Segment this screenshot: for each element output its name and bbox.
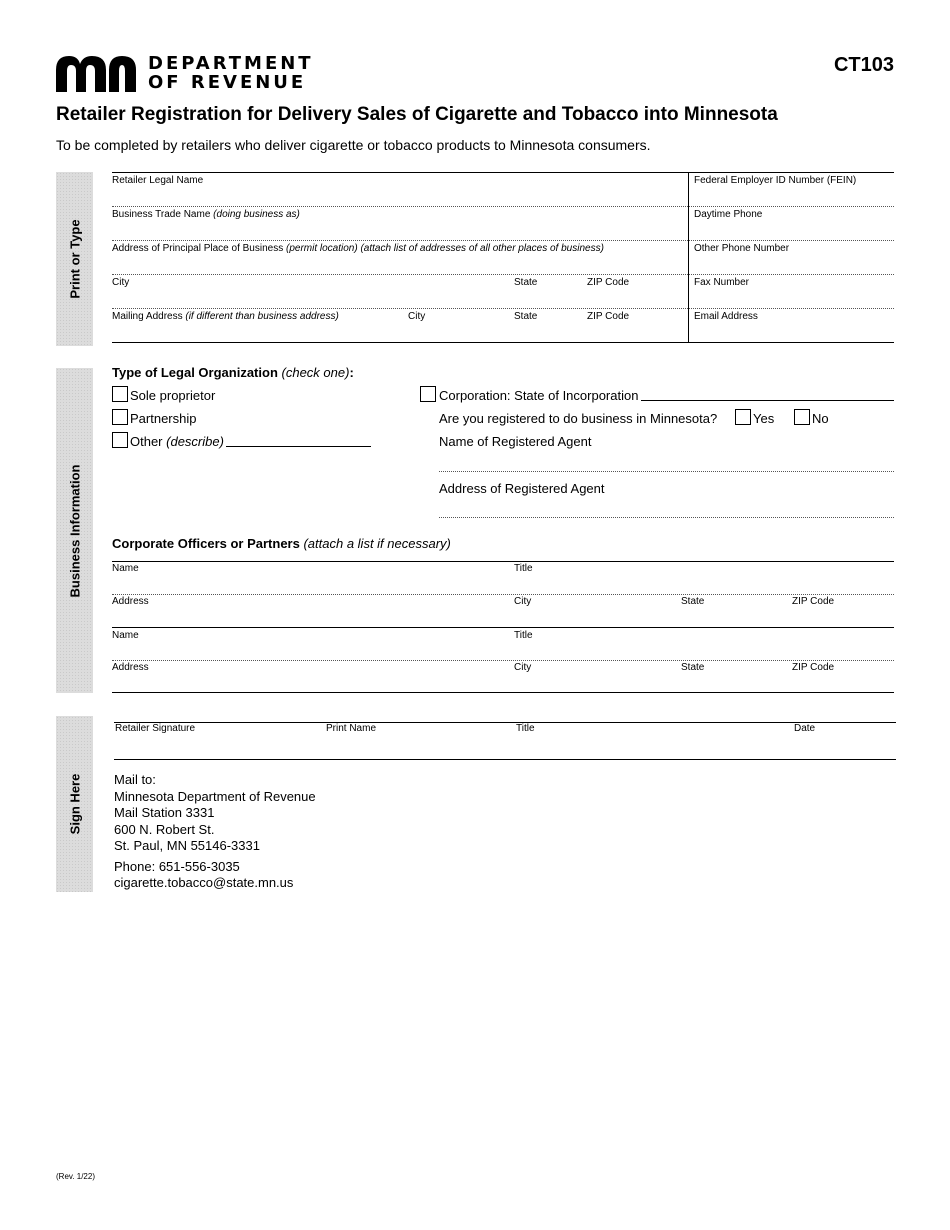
fax-field[interactable] bbox=[694, 277, 749, 288]
label: State bbox=[514, 277, 538, 288]
mail-line-2: Mail Station 3331 bbox=[114, 805, 215, 820]
heading-note: (check one) bbox=[281, 365, 350, 380]
label: ZIP Code bbox=[587, 311, 630, 322]
label: State bbox=[681, 596, 705, 607]
label: City bbox=[514, 596, 532, 607]
page-subtitle: To be completed by retailers who deliver cigarette or tobacco products to Minnesota consumers. bbox=[56, 137, 651, 153]
registered-agent-address-label: Address of Registered Agent bbox=[439, 481, 605, 496]
label-note: (doing business as) bbox=[213, 209, 300, 220]
label: Date bbox=[794, 723, 816, 734]
officer-2-title-field[interactable] bbox=[514, 630, 533, 641]
revision-date: (Rev. 1/22) bbox=[56, 1172, 95, 1181]
mn-logo-icon bbox=[56, 56, 136, 97]
label: Federal Employer ID Number (FEIN) bbox=[694, 175, 857, 186]
officer-1-city-field[interactable] bbox=[514, 596, 531, 607]
label: Title bbox=[514, 563, 533, 574]
corporation-label: Corporation: State of Incorporation bbox=[439, 388, 639, 403]
label-note: (describe) bbox=[166, 434, 224, 449]
corporation-checkbox[interactable] bbox=[420, 386, 436, 402]
sidebar-label: Sign Here bbox=[67, 773, 82, 835]
label: City bbox=[408, 311, 426, 322]
form-number: CT103 bbox=[833, 54, 894, 76]
registered-no-checkbox[interactable] bbox=[794, 409, 810, 425]
row-divider bbox=[112, 627, 894, 628]
mail-phone: Phone: 651-556-3035 bbox=[114, 858, 240, 874]
label: Print Name bbox=[326, 723, 377, 734]
label: Name bbox=[112, 563, 139, 574]
sole-proprietor-label: Sole proprietor bbox=[130, 388, 216, 403]
label: City bbox=[112, 277, 130, 288]
heading-text: Corporate Officers or Partners bbox=[112, 536, 300, 551]
logo-line-1: DEPARTMENT bbox=[148, 53, 314, 74]
officer-2-name-field[interactable] bbox=[112, 630, 139, 641]
label: Retailer Signature bbox=[115, 723, 196, 734]
officers-bottom-line bbox=[112, 692, 894, 693]
label: Other Phone Number bbox=[694, 243, 790, 254]
officer-1-state-field[interactable] bbox=[681, 596, 704, 607]
daytime-phone-field[interactable] bbox=[694, 209, 762, 220]
officers-heading bbox=[112, 536, 451, 551]
other-checkbox[interactable] bbox=[112, 432, 128, 448]
sidebar-sign-here bbox=[56, 716, 93, 892]
state-of-incorporation-input[interactable] bbox=[641, 400, 894, 401]
signature-bottom-line bbox=[114, 759, 896, 760]
other-label bbox=[130, 434, 224, 449]
registered-agent-address-input[interactable] bbox=[439, 517, 894, 518]
row-divider bbox=[112, 660, 894, 661]
sidebar-label: Print or Type bbox=[67, 219, 82, 299]
retailer-signature-field[interactable] bbox=[115, 723, 195, 734]
heading-text: Type of Legal Organization bbox=[112, 365, 278, 380]
signature-top-line bbox=[114, 722, 896, 723]
label: Email Address bbox=[694, 311, 758, 322]
logo-line-2: OF REVENUE bbox=[148, 72, 307, 93]
row-divider bbox=[112, 206, 894, 207]
mailing-address-field[interactable] bbox=[112, 311, 339, 322]
page-title: Retailer Registration for Delivery Sales of Cigarette and Tobacco into Minnesota bbox=[56, 104, 778, 125]
section-bottom-line bbox=[112, 342, 894, 343]
label: Retailer Legal Name bbox=[112, 175, 204, 186]
label: ZIP Code bbox=[792, 662, 835, 673]
row-divider bbox=[112, 240, 894, 241]
sidebar-label: Business Information bbox=[67, 464, 82, 597]
label: Daytime Phone bbox=[694, 209, 763, 220]
signature-date-field[interactable] bbox=[794, 723, 815, 734]
officer-1-title-field[interactable] bbox=[514, 563, 533, 574]
mailing-instructions bbox=[114, 772, 316, 892]
label: Name bbox=[112, 630, 139, 641]
mailing-zip-field[interactable] bbox=[587, 311, 629, 322]
fein-field[interactable] bbox=[694, 175, 856, 186]
column-divider bbox=[688, 172, 689, 343]
registered-agent-name-label: Name of Registered Agent bbox=[439, 434, 592, 449]
mailing-city-field[interactable] bbox=[408, 311, 425, 322]
label: Title bbox=[516, 723, 535, 734]
label-note: (permit location) (attach list of addresses of all other places of business) bbox=[285, 243, 604, 254]
label: City bbox=[514, 662, 532, 673]
heading-colon: : bbox=[349, 365, 354, 380]
officer-2-city-field[interactable] bbox=[514, 662, 531, 673]
email-field[interactable] bbox=[694, 311, 758, 322]
sidebar-business-information bbox=[56, 368, 93, 693]
other-describe-input[interactable] bbox=[226, 446, 371, 447]
heading-note: (attach a list if necessary) bbox=[303, 536, 451, 551]
registered-yes-checkbox[interactable] bbox=[735, 409, 751, 425]
row-divider bbox=[112, 274, 894, 275]
label: Other bbox=[130, 434, 163, 449]
mail-line-1: Minnesota Department of Revenue bbox=[114, 788, 316, 804]
department-logo-text bbox=[148, 54, 314, 92]
label: Address bbox=[112, 596, 149, 607]
registered-yes-label: Yes bbox=[753, 411, 775, 426]
sole-proprietor-checkbox[interactable] bbox=[112, 386, 128, 402]
officer-2-address-field[interactable] bbox=[112, 662, 149, 673]
label: State bbox=[681, 662, 705, 673]
label: Address of Principal Place of Business bbox=[112, 243, 284, 254]
row-divider bbox=[112, 594, 894, 595]
print-name-field[interactable] bbox=[326, 723, 376, 734]
registered-agent-name-input[interactable] bbox=[439, 471, 894, 472]
label: ZIP Code bbox=[792, 596, 835, 607]
officer-2-zip-field[interactable] bbox=[792, 662, 834, 673]
label: Mailing Address bbox=[112, 311, 183, 322]
partnership-label: Partnership bbox=[130, 411, 197, 426]
partnership-checkbox[interactable] bbox=[112, 409, 128, 425]
sidebar-print-or-type bbox=[56, 172, 93, 346]
row-divider bbox=[112, 308, 894, 309]
retailer-legal-name-field[interactable] bbox=[112, 175, 203, 186]
legal-organization-heading bbox=[112, 365, 354, 380]
principal-address-field[interactable] bbox=[112, 243, 604, 254]
label: Fax Number bbox=[694, 277, 750, 288]
city-field[interactable] bbox=[112, 277, 129, 288]
officers-top-line bbox=[112, 561, 894, 562]
officer-1-zip-field[interactable] bbox=[792, 596, 834, 607]
mailing-state-field[interactable] bbox=[514, 311, 537, 322]
label: State bbox=[514, 311, 538, 322]
business-trade-name-field[interactable] bbox=[112, 209, 300, 220]
officer-2-state-field[interactable] bbox=[681, 662, 704, 673]
mail-email: cigarette.tobacco@state.mn.us bbox=[114, 875, 294, 890]
label: Business Trade Name bbox=[112, 209, 211, 220]
section-top-line bbox=[112, 172, 894, 173]
state-field[interactable] bbox=[514, 277, 537, 288]
zip-field[interactable] bbox=[587, 277, 629, 288]
label-note: (if different than business address) bbox=[185, 311, 339, 322]
officer-1-address-field[interactable] bbox=[112, 596, 149, 607]
registered-no-label: No bbox=[812, 411, 829, 426]
label: Address bbox=[112, 662, 149, 673]
mail-line-3: 600 N. Robert St. bbox=[114, 821, 215, 837]
mail-line-4: St. Paul, MN 55146-3331 bbox=[114, 838, 260, 853]
label: ZIP Code bbox=[587, 277, 630, 288]
officer-1-name-field[interactable] bbox=[112, 563, 139, 574]
registered-question: Are you registered to do business in Minnesota? bbox=[439, 411, 718, 426]
mail-heading: Mail to: bbox=[114, 772, 156, 787]
signature-title-field[interactable] bbox=[516, 723, 535, 734]
label: Title bbox=[514, 630, 533, 641]
other-phone-field[interactable] bbox=[694, 243, 789, 254]
